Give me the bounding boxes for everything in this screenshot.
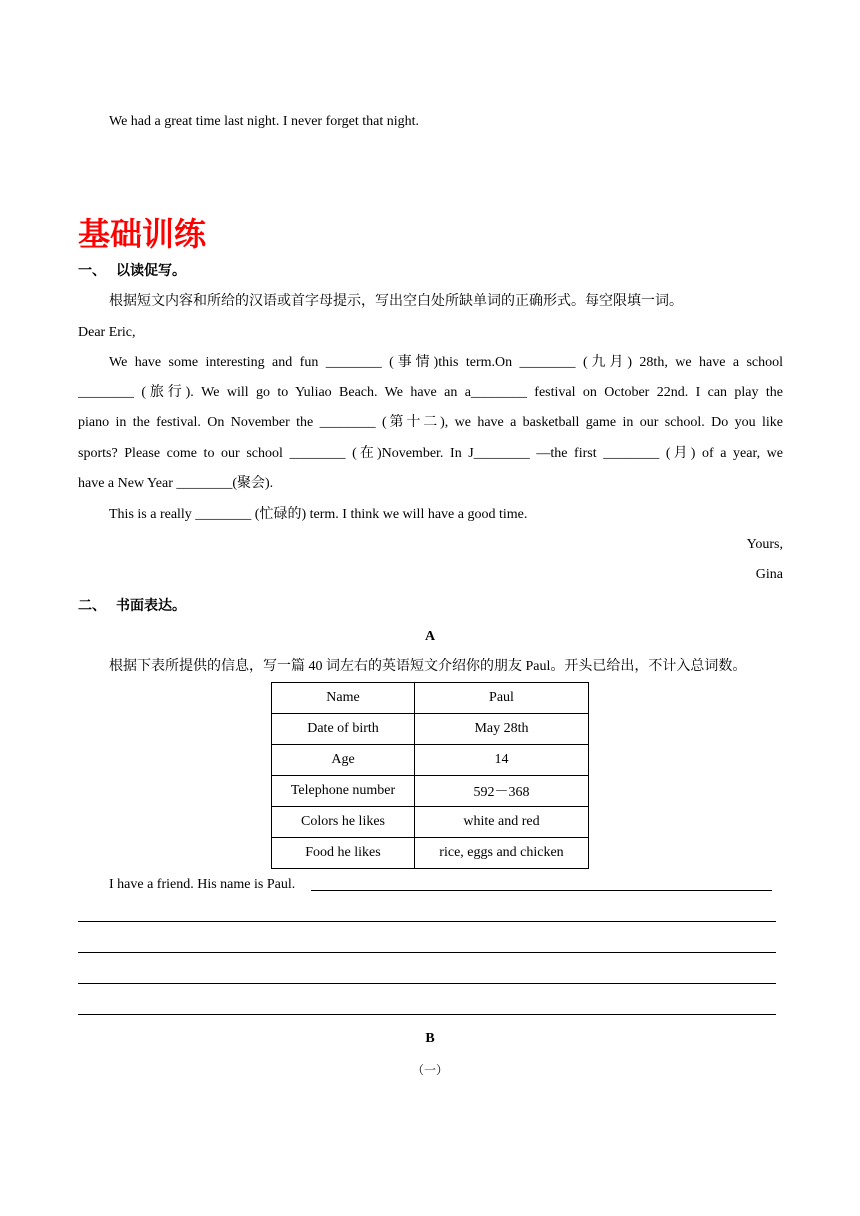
section2-title — [78, 596, 186, 616]
answer-line[interactable] — [78, 952, 776, 953]
passage-line-2: ________ (旅行). We will go to Yuliao Beach. We have an a________ festival on October 22nd. I can play the — [78, 385, 783, 400]
table-cell-label: Colors he likes — [272, 807, 415, 838]
part-b-sub: （一） — [411, 1063, 448, 1077]
table-cell-label: Telephone number — [272, 776, 415, 807]
table-cell-value: white and red — [415, 807, 589, 838]
passage-line-4: sports? Please come to our school ________ (在)November. In J________ —the first ________ (月) of a year, we — [78, 446, 783, 461]
section1-instruction: 根据短文内容和所给的汉语或首字母提示，写出空白处所缺单词的正确形式。每空限填一词。 — [109, 294, 683, 309]
passage-line-5: have a New Year ________(聚会). — [78, 476, 274, 491]
salutation: Dear Eric, — [78, 325, 136, 340]
table-cell-label: Age — [272, 745, 415, 776]
table-row — [272, 745, 589, 776]
answer-line[interactable] — [311, 890, 772, 891]
section2-title-text: 书面表达。 — [116, 598, 186, 614]
table-cell-value: May 28th — [415, 714, 589, 745]
signature: Gina — [755, 567, 783, 582]
part-a-label: A — [424, 629, 436, 644]
section1-title-text: 以读促写。 — [116, 263, 186, 279]
table-cell-value: rice, eggs and chicken — [415, 838, 589, 869]
table-cell-value: 14 — [415, 745, 589, 776]
part-b-label: B — [425, 1031, 435, 1046]
table-row — [272, 807, 589, 838]
table-row — [272, 776, 589, 807]
table-row — [272, 838, 589, 869]
answer-line[interactable] — [78, 1014, 776, 1015]
top-sentence: We had a great time last night. I never forget that night. — [109, 114, 420, 129]
table-cell-value: Paul — [415, 683, 589, 714]
info-table — [271, 682, 589, 869]
sign-off: Yours, — [746, 537, 783, 552]
table-row — [272, 683, 589, 714]
passage-line-3: piano in the festival. On November the ________ (第十二), we have a basketball game in our school. Do you like — [78, 415, 783, 430]
section-heading: 基础训练 — [78, 215, 207, 253]
table-row — [272, 714, 589, 745]
table-cell-label: Food he likes — [272, 838, 415, 869]
passage-closing-line: This is a really ________ (忙碌的) term. I think we will have a good time. — [109, 507, 528, 522]
answer-line[interactable] — [78, 983, 776, 984]
section1-title — [78, 261, 186, 281]
passage-line-1: We have some interesting and fun ________ (事情)this term.On ________ (九月) 28th, we have a school — [109, 355, 783, 370]
section1-number: 一、 — [78, 263, 106, 279]
table-cell-label: Name — [272, 683, 415, 714]
writing-start-text: I have a friend. His name is Paul. — [109, 877, 296, 892]
table-cell-label: Date of birth — [272, 714, 415, 745]
answer-line[interactable] — [78, 921, 776, 922]
section2-number: 二、 — [78, 598, 106, 614]
table-cell-value: 592－368 — [415, 776, 589, 807]
section2-instruction: 根据下表所提供的信息，写一篇 40 词左右的英语短文介绍你的朋友 Paul。开头已给出，不计入总词数。 — [109, 659, 747, 674]
